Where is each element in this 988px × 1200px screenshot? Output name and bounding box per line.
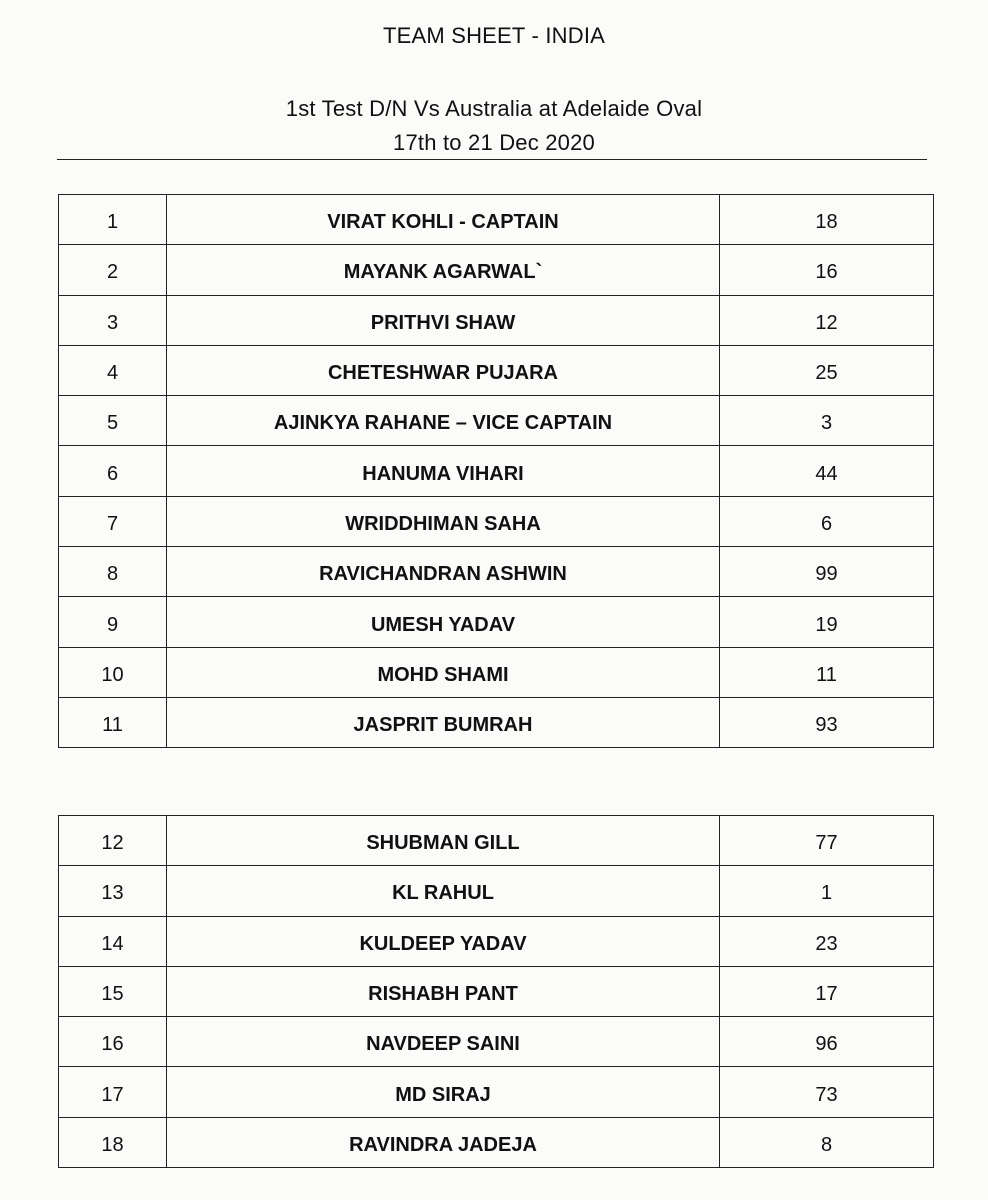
player-number-cell — [59, 396, 167, 446]
match-dates: 17th to 21 Dec 2020 — [393, 130, 595, 155]
player-number-cell — [59, 916, 167, 966]
table-row — [59, 396, 934, 446]
player-name: HANUMA VIHARI — [362, 462, 524, 485]
player-name-cell — [167, 1117, 720, 1167]
player-name: SHUBMAN GILL — [366, 832, 520, 855]
table-row — [59, 446, 934, 496]
player-number-cell — [59, 245, 167, 295]
player-number: 6 — [106, 462, 119, 485]
player-number: 13 — [101, 882, 124, 905]
table-row — [59, 295, 934, 345]
player-name-cell — [167, 816, 720, 866]
table-row — [59, 597, 934, 647]
player-number: 7 — [106, 512, 119, 535]
jersey-number-cell — [720, 1067, 934, 1117]
player-number-cell — [59, 647, 167, 697]
player-number: 1 — [106, 211, 119, 234]
playing-xi-table — [58, 194, 934, 748]
jersey-number: 25 — [815, 362, 838, 385]
player-name-cell — [167, 866, 720, 916]
player-name: RAVINDRA JADEJA — [349, 1133, 537, 1156]
jersey-number-cell — [720, 547, 934, 597]
jersey-number-cell — [720, 245, 934, 295]
jersey-number-cell — [720, 647, 934, 697]
jersey-number: 77 — [815, 832, 838, 855]
player-number: 18 — [101, 1133, 124, 1156]
player-name-cell — [167, 697, 720, 747]
player-number-cell — [59, 195, 167, 245]
jersey-number-cell — [720, 866, 934, 916]
table-row — [59, 345, 934, 395]
player-name-cell — [167, 1017, 720, 1067]
player-name: KL RAHUL — [392, 882, 494, 905]
table-row — [59, 816, 934, 866]
jersey-number: 1 — [820, 882, 833, 905]
player-number-cell — [59, 1017, 167, 1067]
player-number: 5 — [106, 412, 119, 435]
table-row — [59, 1017, 934, 1067]
jersey-number-cell — [720, 345, 934, 395]
player-number-cell — [59, 866, 167, 916]
player-name-cell — [167, 195, 720, 245]
player-number-cell — [59, 547, 167, 597]
table-row — [59, 195, 934, 245]
table-row — [59, 547, 934, 597]
jersey-number: 93 — [815, 714, 838, 737]
table-row — [59, 647, 934, 697]
jersey-number: 99 — [815, 563, 838, 586]
jersey-number-cell — [720, 597, 934, 647]
jersey-number: 12 — [815, 311, 838, 334]
player-number: 3 — [106, 311, 119, 334]
player-number: 2 — [106, 261, 119, 284]
jersey-number: 16 — [815, 261, 838, 284]
player-number-cell — [59, 966, 167, 1016]
jersey-number: 73 — [815, 1083, 838, 1106]
player-name-cell — [167, 1067, 720, 1117]
player-number-cell — [59, 446, 167, 496]
player-name-cell — [167, 345, 720, 395]
sheet-title: TEAM SHEET - INDIA — [383, 23, 605, 48]
player-name-cell — [167, 295, 720, 345]
player-name-cell — [167, 647, 720, 697]
player-name-cell — [167, 597, 720, 647]
table-row — [59, 245, 934, 295]
jersey-number-cell — [720, 446, 934, 496]
player-number: 10 — [101, 663, 124, 686]
jersey-number-cell — [720, 697, 934, 747]
jersey-number-cell — [720, 396, 934, 446]
table-row — [59, 496, 934, 546]
player-number: 16 — [101, 1033, 124, 1056]
jersey-number: 11 — [816, 663, 837, 686]
player-name: WRIDDHIMAN SAHA — [345, 512, 541, 535]
jersey-number: 17 — [815, 983, 838, 1006]
jersey-number: 8 — [820, 1133, 833, 1156]
player-name-cell — [167, 396, 720, 446]
table-row — [59, 866, 934, 916]
jersey-number: 23 — [815, 932, 838, 955]
player-name: VIRAT KOHLI - CAPTAIN — [327, 211, 559, 234]
table-row — [59, 1067, 934, 1117]
player-number-cell — [59, 295, 167, 345]
jersey-number-cell — [720, 195, 934, 245]
match-title: 1st Test D/N Vs Australia at Adelaide Oval — [285, 96, 703, 121]
jersey-number: 96 — [815, 1033, 838, 1056]
player-number: 9 — [106, 613, 119, 636]
player-number: 11 — [102, 714, 123, 737]
jersey-number-cell — [720, 816, 934, 866]
player-number-cell — [59, 697, 167, 747]
player-number-cell — [59, 345, 167, 395]
player-name: RAVICHANDRAN ASHWIN — [319, 563, 567, 586]
player-number-cell — [59, 496, 167, 546]
table-row — [59, 1117, 934, 1167]
player-name-cell — [167, 966, 720, 1016]
jersey-number: 3 — [820, 412, 833, 435]
player-number-cell — [59, 1117, 167, 1167]
player-name: RISHABH PANT — [368, 983, 518, 1006]
player-name: MOHD SHAMI — [377, 663, 509, 686]
jersey-number: 19 — [815, 613, 838, 636]
table-row — [59, 697, 934, 747]
table-row — [59, 916, 934, 966]
player-name-cell — [167, 245, 720, 295]
player-name: AJINKYA RAHANE – VICE CAPTAIN — [273, 412, 613, 435]
player-name: UMESH YADAV — [370, 613, 516, 636]
jersey-number-cell — [720, 916, 934, 966]
player-number: 4 — [106, 362, 119, 385]
jersey-number: 44 — [815, 462, 838, 485]
jersey-number-cell — [720, 966, 934, 1016]
player-number-cell — [59, 816, 167, 866]
reserves-table — [58, 815, 934, 1168]
player-name: JASPRIT BUMRAH — [353, 714, 533, 737]
player-name: KULDEEP YADAV — [359, 932, 527, 955]
jersey-number-cell — [720, 496, 934, 546]
player-name-cell — [167, 496, 720, 546]
player-name-cell — [167, 916, 720, 966]
jersey-number: 18 — [815, 211, 838, 234]
player-name: CHETESHWAR PUJARA — [327, 362, 559, 385]
player-name-cell — [167, 446, 720, 496]
player-number: 8 — [106, 563, 119, 586]
table-row — [59, 966, 934, 1016]
jersey-number: 6 — [820, 512, 833, 535]
jersey-number-cell — [720, 1117, 934, 1167]
player-number: 14 — [101, 932, 124, 955]
player-name-cell — [167, 547, 720, 597]
player-name: MD SIRAJ — [395, 1083, 491, 1106]
player-number: 17 — [101, 1083, 124, 1106]
jersey-number-cell — [720, 295, 934, 345]
player-name: MAYANK AGARWAL` — [343, 261, 543, 284]
player-name: NAVDEEP SAINI — [366, 1033, 520, 1056]
jersey-number-cell — [720, 1017, 934, 1067]
player-number-cell — [59, 597, 167, 647]
player-number-cell — [59, 1067, 167, 1117]
player-number: 12 — [101, 832, 124, 855]
player-number: 15 — [101, 983, 124, 1006]
player-name: PRITHVI SHAW — [370, 311, 516, 334]
header-divider — [57, 159, 927, 160]
